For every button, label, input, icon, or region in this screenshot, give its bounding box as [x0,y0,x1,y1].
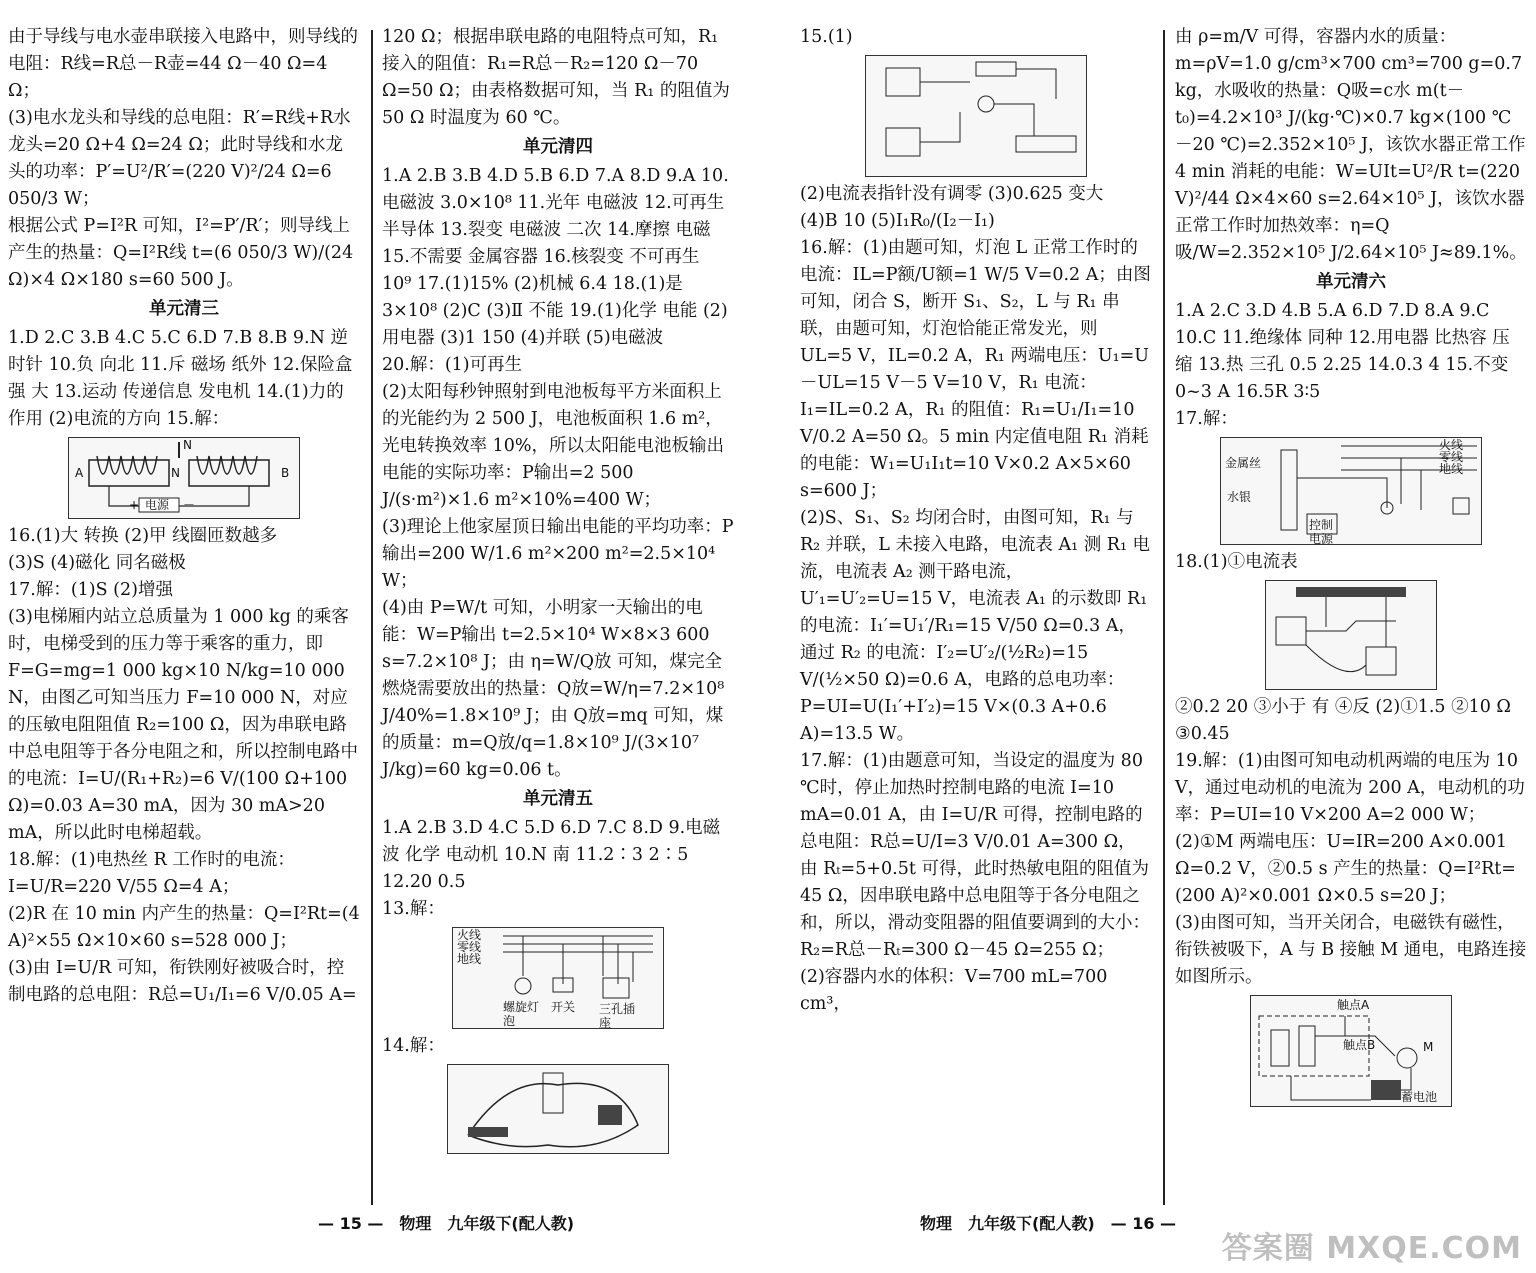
answer-paragraph: 1.A 2.B 3.D 4.C 5.D 6.D 7.C 8.D 9.电磁波 化学 电动机 10.N 南 11.2∶3 2∶5 12.20 0.5 [382,818,721,892]
relay-contact-a: 触点A [1337,998,1370,1012]
answer-paragraph: (3)S (4)磁化 同名磁极 [8,553,186,573]
answer-paragraph: (4)由 P=W/t 可知，小明家一天输出的电能：W=P输出 t=2.5×10⁴ W×8×3 600 s=7.2×10⁸ J；由 η=W/Q放 可知，煤完全燃烧需要放出的热量：Q放=W/η=7.2×10⁸ J/40%=1.8×10⁹ J；由 Q放=mq 可知，煤的质量：m=Q放/q=1.8×10⁹ J/(3×10⁷ J/kg)=60 kg=0.06 t。 [382,598,725,780]
thermo-wire: 金属丝 [1225,456,1262,470]
answer-paragraph: 18.解：(1)电热丝 R 工作时的电流：I=U/R=220 V/55 Ω=4 A； [8,850,295,897]
page-footer-right: 物理 九年级下(配人教) — 16 — [920,1214,1177,1233]
solenoid-minus: － [183,498,196,512]
answer-paragraph: 14.解： [382,1036,445,1056]
electromagnet-circuit-figure [447,1064,669,1154]
column-2 [382,24,734,1158]
answer-paragraph: (2)容器内水的体积：V=700 mL=700 cm³， [800,967,1108,1014]
solenoid-figure [68,437,300,519]
wiring-socket: 三孔插座 [599,1002,636,1030]
column-divider-right [1163,30,1165,1205]
column-divider-left [371,30,373,1205]
answer-paragraph: 1.D 2.C 3.B 4.C 5.C 6.D 7.B 8.B 9.N 逆时针 10.负 向北 11.斥 磁场 纸外 12.保险盒 强 大 13.运动 传递信息 发电机 14.(1)力的作用 (2)电流的方向 15.解： [8,328,353,429]
solenoid-label-n-needle: N [183,438,192,452]
section-heading: 单元清六 [1316,272,1386,292]
answer-paragraph: (4)B 10 (5)I₁R₀/(I₂－I₁) [800,211,995,231]
section-heading: 单元清三 [149,299,219,319]
answer-paragraph: 1.A 2.B 3.B 4.D 5.B 6.D 7.A 8.D 9.A 10.电磁波 3.0×10⁸ 11.光年 电磁波 12.可再生 半导体 13.裂变 电磁波 二次 14.摩擦 电磁 15.不需要 金属容器 16.核裂变 不可再生 10⁹ 17.(1)15% (2)机械 6.4 18.(1)是 3×10⁸ (2)C (3)Ⅱ 不能 19.(1)化学 电能 (2)用电器 (3)1 150 (4)并联 (5)电磁波 [382,166,729,348]
thermometer-alarm-figure [1220,437,1482,545]
thermo-ground: 地线 [1439,462,1464,476]
answer-paragraph: 13.解： [382,899,445,919]
thermo-neutral: 零线 [1439,450,1464,464]
wiring-live: 火线 [457,928,482,942]
answer-paragraph: (3)电水龙头和导线的总电阻：R′=R线+R水龙头=20 Ω+4 Ω=24 Ω；此时导线和水龙头的功率：P′=U²/R′=(220 V)²/24 Ω=6 050/3 W； [8,108,351,209]
answer-paragraph: 16.解：(1)由题可知，灯泡 L 正常工作时的电流：IL=P额/U额=1 W/5 V=0.2 A；由图可知，闭合 S，断开 S₁、S₂，L 与 R₁ 串联，由题可知，灯泡恰能正常发光，则 UL=5 V，IL=0.2 A，R₁ 两端电压：U₁=U－UL=15 V－5 V=10 V，R₁ 电流：I₁=IL=0.2 A，R₁ 的阻值：R₁=U₁/I₁=10 V/0.2 A=50 Ω。5 min 内定值电阻 R₁ 消耗的电能：W₁=U₁I₁t=10 V×0.2 A×5×60 s=600 J； [800,238,1151,501]
page-footer-left: — 15 — 物理 九年级下(配人教) [318,1214,575,1233]
household-wiring-figure [452,927,664,1029]
answer-paragraph: (2)S、S₁、S₂ 均闭合时，由图可知，R₁ 与 R₂ 并联，L 未接入电路，电流表 A₁ 测 R₁ 电流，电流表 A₂ 测干路电流，U′₁=U′₂=U=15 V，电流表 A₁ 的示数即 R₁ 的电流：I₁′=U₁′/R₁=15 V/50 Ω=0.3 A，通过 R₂ 的电流：I′₂=U′₂/(½R₂)=15 V/(½×50 Ω)=0.6 A，电路的总电功率：P=UI=U(I₁′+I′₂)=15 V×(0.3 A+0.6 A)=13.5 W。 [800,508,1151,744]
answer-paragraph: (2)太阳每秒钟照射到电池板每平方米面积上的光能约为 2 500 J，电池板面积 1.6 m²，光电转换效率 10%，所以太阳能电池板输出电能的实际功率：P输出=2 500 J/(s·m²)×1.6 m²×10%=400 W； [382,382,724,510]
answer-paragraph: 18.(1)①电流表 [1175,552,1298,572]
wiring-bulb: 螺旋灯泡 [503,1000,540,1028]
answer-paragraph: 16.(1)大 转换 (2)甲 线圈匝数越多 [8,526,278,546]
answer-paragraph: (3)由图可知，当开关闭合，电磁铁有磁性，衔铁被吸下，A 与 B 接触 M 通电，电路连接如图所示。 [1175,913,1527,987]
answer-paragraph: 根据公式 P=I²R 可知，I²=P′/R′；则导线上产生的热量：Q=I²R线 t=(6 050/3 W)/(24 Ω)×4 Ω×180 s=60 500 J。 [8,216,354,290]
solenoid-label-b: B [281,466,290,480]
answer-paragraph: (3)电梯厢内站立总质量为 1 000 kg 的乘客时，电梯受到的压力等于乘客的重力，即 F=G=mg=1 000 kg×10 N/kg=10 000 N，由图乙可知当压力 F=10 000 N，对应的压敏电阻阻值 R₂=100 Ω，因为串联电路中总电阻等于各分电阻之和，所以控制电路中的电流：I=U/(R₁+R₂)=6 V/(100 Ω+100 Ω)=0.03 A=30 mA，因为 30 mA>20 mA，所以此时电梯超载。 [8,607,358,843]
answer-paragraph: 120 Ω；根据串联电路的电阻特点可知，R₁ 接入的阻值：R₁=R总－R₂=120 Ω－70 Ω=50 Ω；由表格数据可知，当 R₁ 的阻值为 50 Ω 时温度为 60 ℃。 [382,27,730,128]
watermark: 答案圈 MXQE.COM [1221,1231,1522,1266]
answer-paragraph: 由 ρ=m/V 可得，容器内水的质量：m=ρV=1.0 g/cm³×700 cm³=700 g=0.7 kg，水吸收的热量：Q吸=c水 m(t－t₀)=4.2×10³ J/(kg·℃)×0.7 kg×(100 ℃－20 ℃)=2.352×10⁵ J，该饮水器正常工作 4 min 消耗的电能：W=UIt=U²/R t=(220 V)²/44 Ω×4×60 s=2.64×10⁵ J，该饮水器正常工作时加热效率：η=Q吸/W=2.352×10⁵ J/2.64×10⁵ J≈89.1%。 [1175,27,1527,263]
section-heading: 单元清四 [523,137,593,157]
wiring-ground: 地线 [457,952,482,966]
answer-paragraph: 1.A 2.C 3.D 4.B 5.A 6.D 7.D 8.A 9.C 10.C 11.绝缘体 同种 12.用电器 比热容 压缩 13.热 三孔 0.5 2.25 14.0.3 4 15.不变 0~3 A 16.5R 3∶5 [1175,301,1510,402]
relay-motor-figure [1250,995,1452,1107]
solenoid-label-n-pole: N [171,466,180,480]
column-3 [800,24,1152,1018]
solenoid-label-a: A [75,466,84,480]
answer-paragraph: (2)R 在 10 min 内产生的热量：Q=I²Rt=(4 A)²×55 Ω×10×60 s=528 000 J； [8,904,360,951]
answer-paragraph: 17.解：(1)由题意可知，当设定的温度为 80 ℃时，停止加热时控制电路的电流 I=10 mA=0.01 A，由 I=U/R 可得，控制电路的总电阻：R总=U/I=3 V/0.01 A=300 Ω，由 Rₜ=5+0.5t 可得，此时热敏电阻的阻值为 45 Ω，因串联电路中总电阻等于各分电阻之和，所以，滑动变阻器的阻值要调到的大小：R₂=R总－Rₜ=300 Ω－45 Ω=255 Ω； [800,751,1150,960]
answer-paragraph: 17.解：(1)S (2)增强 [8,580,173,600]
answer-paragraph: 20.解：(1)可再生 [382,355,523,375]
answer-paragraph: (2)①M 两端电压：U=IR=200 A×0.001 Ω=0.2 V，②0.5 s 产生的热量：Q=I²Rt=(200 A)²×0.001 Ω×0.5 s=20 J； [1175,832,1516,906]
experiment-circuit-figure [1265,580,1437,690]
meters-circuit-figure [865,55,1087,177]
answer-paragraph: 17.解： [1175,409,1238,429]
wiring-switch: 开关 [551,1000,576,1014]
section-heading: 单元清五 [523,789,593,809]
column-1 [8,24,360,1009]
answer-paragraph: 15.(1) [800,27,853,47]
solenoid-power: 电源 [145,498,170,512]
answer-paragraph: (3)由 I=U/R 可知，衔铁刚好被吸合时，控制电路的总电阻：R总=U₁/I₁=6 V/0.05 A= [8,958,357,1005]
wiring-neutral: 零线 [457,940,482,954]
thermo-live: 火线 [1439,438,1464,452]
answer-paragraph: 由于导线与电水壶串联接入电路中，则导线的电阻：R线=R总－R壶=44 Ω－40 Ω=4 Ω； [8,27,358,101]
thermo-mercury: 水银 [1227,490,1252,504]
answer-paragraph: (2)电流表指针没有调零 (3)0.625 变大 [800,184,1104,204]
solenoid-plus: + [129,498,140,512]
answer-paragraph: (3)理论上他家屋顶日输出电能的平均功率：P输出=200 W/1.6 m²×200 m²=2.5×10⁴ W； [382,517,734,591]
answer-paragraph: 19.解：(1)由图可知电动机两端的电压为 10 V，通过电动机的电流为 200 A，电动机的功率：P=UI=10 V×200 A=2 000 W； [1175,751,1525,825]
answer-paragraph: ②0.2 20 ③小于 有 ④反 (2)①1.5 ②10 Ω ③0.45 [1175,697,1511,744]
relay-contact-b: 触点B [1343,1038,1376,1052]
column-4 [1175,24,1527,1111]
relay-battery: 蓄电池 [1401,1090,1438,1104]
relay-motor-label: M [1423,1040,1434,1054]
thermo-power: 控制电源 [1309,518,1334,546]
